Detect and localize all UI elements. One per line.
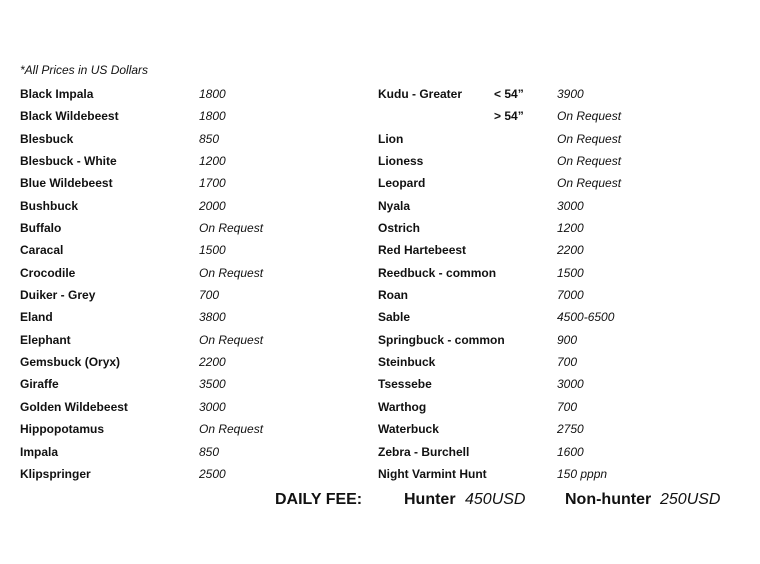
price-row <box>20 308 360 330</box>
animal-name: Red Hartebeest <box>378 243 467 258</box>
animal-name: Waterbuck <box>378 422 439 437</box>
price-row <box>20 286 360 308</box>
daily-fee-label: DAILY FEE: <box>275 491 363 508</box>
trophy-price: 3000 <box>557 198 584 213</box>
price-row <box>20 197 360 219</box>
price-row <box>378 264 738 286</box>
animal-name: Buffalo <box>20 221 62 236</box>
price-row <box>378 219 738 241</box>
price-row <box>20 331 360 353</box>
trophy-price: On Request <box>199 332 264 347</box>
animal-name: Kudu - Greater <box>378 87 463 101</box>
trophy-price: 3800 <box>199 310 226 325</box>
daily-fee-row <box>0 491 760 513</box>
animal-name: Elephant <box>20 332 71 347</box>
price-row <box>378 375 738 397</box>
trophy-price: On Request <box>557 131 622 146</box>
trophy-price: 3000 <box>199 399 226 414</box>
nonhunter-label: Non-hunter <box>565 491 652 508</box>
animal-name: Blesbuck - White <box>20 154 117 169</box>
currency-note: *All Prices in US Dollars <box>20 63 149 77</box>
trophy-price: 2500 <box>199 466 226 481</box>
animal-name: Hippopotamus <box>20 422 104 437</box>
trophy-price: 3900 <box>557 87 584 101</box>
animal-name: Caracal <box>20 243 64 258</box>
animal-name: Black Impala <box>20 87 94 101</box>
price-row <box>20 241 360 263</box>
price-row <box>20 152 360 174</box>
trophy-price: 700 <box>557 399 578 414</box>
trophy-price: 700 <box>557 355 578 370</box>
animal-name: Lion <box>378 131 404 146</box>
price-row <box>20 174 360 196</box>
animal-name: Nyala <box>378 198 411 213</box>
trophy-price: On Request <box>557 176 622 191</box>
trophy-price: 1500 <box>557 265 584 280</box>
price-row <box>20 353 360 375</box>
trophy-price: 2200 <box>557 243 584 258</box>
price-list-left <box>20 85 360 487</box>
price-row <box>378 353 738 375</box>
animal-name: Tsessebe <box>378 377 432 392</box>
trophy-price: 2000 <box>199 198 226 213</box>
animal-name: Sable <box>378 310 411 325</box>
animal-name: Blue Wildebeest <box>20 176 113 191</box>
trophy-price: 1200 <box>557 221 584 236</box>
price-row <box>378 197 738 219</box>
animal-name: Night Varmint Hunt <box>378 466 487 481</box>
trophy-price: On Request <box>557 109 622 124</box>
trophy-price: On Request <box>557 154 622 169</box>
price-row <box>378 241 738 263</box>
animal-name: Zebra - Burchell <box>378 444 470 459</box>
price-row <box>20 465 360 487</box>
animal-name: Bushbuck <box>20 198 79 213</box>
animal-name: Leopard <box>378 176 426 191</box>
animal-name: Roan <box>378 288 408 303</box>
animal-name: Golden Wildebeest <box>20 399 128 414</box>
price-row <box>20 130 360 152</box>
price-row <box>378 107 738 129</box>
trophy-price: 1600 <box>557 444 584 459</box>
trophy-price: 7000 <box>557 288 584 303</box>
trophy-price: 1200 <box>199 154 226 169</box>
trophy-price: 900 <box>557 332 578 347</box>
animal-name: Eland <box>20 310 53 325</box>
trophy-price: 1800 <box>199 109 226 124</box>
animal-name: Blesbuck <box>20 131 74 146</box>
animal-name: Duiker - Grey <box>20 288 96 303</box>
animal-name: Klipspringer <box>20 466 91 481</box>
horn-size: > 54” <box>494 109 524 124</box>
nonhunter-fee: 250USD <box>660 491 721 508</box>
trophy-price: 1500 <box>199 243 226 258</box>
hunter-fee: 450USD <box>465 491 526 508</box>
price-row <box>20 375 360 397</box>
price-row <box>20 264 360 286</box>
price-row <box>378 420 738 442</box>
trophy-price: 2750 <box>557 422 584 437</box>
trophy-price: 1700 <box>199 176 226 191</box>
price-row <box>20 107 360 129</box>
price-row <box>378 398 738 420</box>
animal-name: Steinbuck <box>378 355 436 370</box>
trophy-price: 150 pppn <box>557 466 608 481</box>
price-row <box>378 130 738 152</box>
trophy-price: 3500 <box>199 377 226 392</box>
animal-name: Lioness <box>378 154 424 169</box>
trophy-price: 700 <box>199 288 220 303</box>
animal-name: Black Wildebeest <box>20 109 119 124</box>
hunter-label: Hunter <box>404 491 456 508</box>
price-row <box>20 219 360 241</box>
price-row <box>378 443 738 465</box>
horn-size: < 54” <box>494 87 524 101</box>
animal-name: Impala <box>20 444 59 459</box>
price-row <box>20 85 360 107</box>
trophy-price: 1800 <box>199 87 226 101</box>
trophy-price: On Request <box>199 221 264 236</box>
animal-name: Reedbuck - common <box>378 265 497 280</box>
animal-name: Ostrich <box>378 221 421 236</box>
trophy-price: 850 <box>199 131 220 146</box>
price-row <box>20 443 360 465</box>
price-list-right <box>378 85 738 487</box>
trophy-price: 2200 <box>199 355 226 370</box>
trophy-price: On Request <box>199 422 264 437</box>
animal-name: Springbuck - common <box>378 332 505 347</box>
animal-name: Giraffe <box>20 377 59 392</box>
trophy-price: 850 <box>199 444 220 459</box>
price-row <box>20 398 360 420</box>
trophy-price: 4500-6500 <box>557 310 615 325</box>
price-row <box>378 152 738 174</box>
trophy-price: On Request <box>199 265 264 280</box>
animal-name: Gemsbuck (Oryx) <box>20 355 121 370</box>
price-row <box>378 331 738 353</box>
price-row <box>378 174 738 196</box>
price-row <box>378 465 738 487</box>
price-row <box>378 85 738 107</box>
trophy-price: 3000 <box>557 377 584 392</box>
price-row <box>378 286 738 308</box>
price-row <box>20 420 360 442</box>
animal-name: Crocodile <box>20 265 76 280</box>
animal-name: Warthog <box>378 399 427 414</box>
price-row <box>378 308 738 330</box>
